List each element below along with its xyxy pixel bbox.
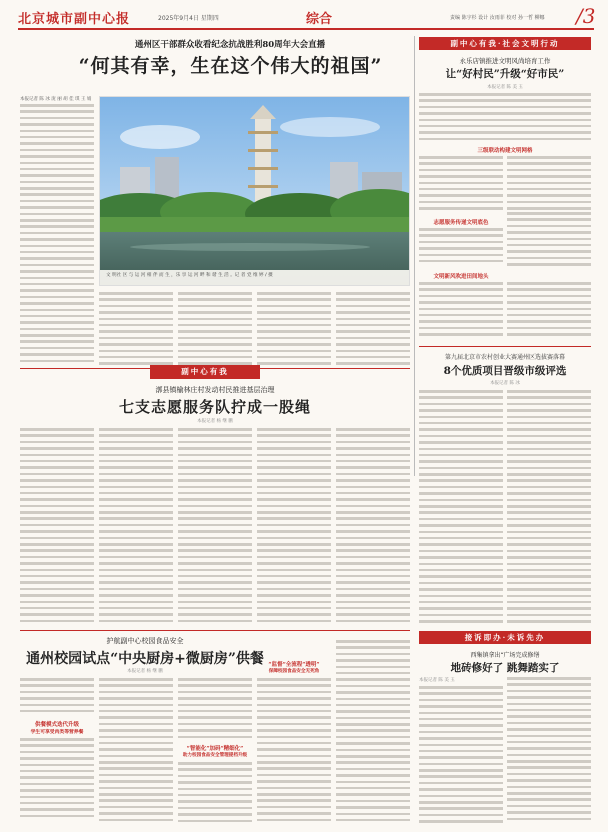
canteen-top-rule xyxy=(20,630,410,631)
lead-body-col4 xyxy=(257,292,331,368)
section-band-civility: 副中心有我·社会文明行动 xyxy=(419,37,591,50)
canteen-subhead-6: 助力校园食品安全管理提档升级 xyxy=(182,753,248,758)
masthead xyxy=(18,6,594,30)
right-body-a xyxy=(419,93,591,143)
canteen-body-2 xyxy=(99,678,173,826)
award-byline: 本报记者 陈 冰 xyxy=(490,381,520,386)
right-subhead-3: 文明新风吹进田间地头 xyxy=(433,274,489,280)
issue-date: 2025年9月4日 星期四 xyxy=(158,15,219,22)
canteen-body-1b xyxy=(20,738,94,826)
canteen-body-3b xyxy=(178,762,252,826)
canteen-headline: 通州校园试点“中央厨房+微厨房”供餐 xyxy=(26,651,264,667)
right-body-d2 xyxy=(507,282,591,342)
canteen-body-1a xyxy=(20,678,94,718)
right-byline: 本报记者 陈 美 玉 xyxy=(487,85,523,90)
park-scene-image xyxy=(100,97,410,286)
canteen-subhead-5: “智能化”加码“精细化” xyxy=(186,746,244,752)
mid-body-4 xyxy=(257,428,331,624)
lead-photo xyxy=(99,96,410,286)
right-headline: 让“好村民”升级“好市民” xyxy=(445,68,565,80)
column-divider xyxy=(414,36,415,476)
section-rule xyxy=(419,346,591,347)
brick-body-2 xyxy=(507,677,591,826)
mid-body-2 xyxy=(99,428,173,624)
brick-headline: 地砖修好了 跳舞踏实了 xyxy=(450,662,560,674)
canteen-subhead-2: 学生可享受肉类等营养餐 xyxy=(30,729,84,735)
section-name: 综合 xyxy=(306,12,333,27)
lead-body-col5 xyxy=(336,292,410,368)
canteen-body-4 xyxy=(257,678,331,826)
award-kicker: 第九届北京市农村创业大赛通州区选拔赛落幕 xyxy=(444,354,565,361)
canteen-kicker: 护航副中心校园食品安全 xyxy=(106,637,184,645)
lead-byline: 本报记者 陈 冰 庞 丽 胡 佳 琪 王 娟 xyxy=(20,97,92,102)
lead-body-left xyxy=(20,104,94,366)
right-body-c2 xyxy=(507,212,591,270)
brick-body-1 xyxy=(419,686,503,826)
newspaper-title: 北京城市副中心报 xyxy=(18,12,131,27)
canteen-body-5 xyxy=(336,640,410,826)
canteen-subhead-3: “监督”全流程“透明” xyxy=(268,662,320,668)
mid-kicker: 漷县镇榆林庄村发动村民推进基层治理 xyxy=(155,386,275,394)
award-body-2 xyxy=(507,390,591,626)
mid-byline: 本报记者 杨 继 鹏 xyxy=(197,419,233,424)
editor-credits: 责编 陈宇杉 设计 汝雨菲 校对 孙一哲 柳娜 xyxy=(450,15,545,21)
mid-body-3 xyxy=(178,428,252,624)
lead-body-col2 xyxy=(99,292,173,368)
canteen-body-3a xyxy=(178,678,252,742)
right-body-d1 xyxy=(419,282,503,342)
mid-headline: 七支志愿服务队拧成一股绳 xyxy=(118,398,311,416)
award-body-1 xyxy=(419,390,503,626)
section-band-complaints: 接诉即办·未诉先办 xyxy=(419,631,591,644)
brick-byline: 本报记者 陈 美 玉 xyxy=(419,678,455,683)
mid-body-5 xyxy=(336,428,410,624)
right-body-b2 xyxy=(507,156,591,216)
mid-body-1 xyxy=(20,428,94,624)
canteen-byline: 本报记者 杨 继 鹏 xyxy=(127,669,163,674)
canteen-subhead-4: 保障校园食品安全无死角 xyxy=(268,669,320,674)
canteen-subhead-1: 供餐模式迭代升级 xyxy=(34,722,79,728)
right-body-c1 xyxy=(419,228,503,270)
page-number: /3 xyxy=(576,4,596,28)
photo-caption: 文 明社 区 与 运 河 相 伴 而 生 ，乐 享 运 河 畔 和 谐 生 活 。记 者 党 维 婷 / 摄 xyxy=(106,273,273,278)
brick-kicker: 西集镇拿出“广场完成修缮 xyxy=(470,652,540,659)
right-body-b1 xyxy=(419,156,503,216)
lead-body-col3 xyxy=(178,292,252,368)
right-subhead-1: 三级联动构建文明网格 xyxy=(477,148,533,154)
award-headline: 8个优质项目晋级市级评选 xyxy=(443,365,567,377)
lead-kicker: 通州区干部群众收看纪念抗战胜利80周年大会直播 xyxy=(134,40,326,50)
right-subhead-2: 志愿服务传递文明底色 xyxy=(433,220,489,226)
section-band-me: 副中心有我 xyxy=(150,365,260,379)
right-kicker: 永乐店镇推进文明风尚培育工作 xyxy=(459,57,551,65)
lead-headline: “何其有幸，生在这个伟大的祖国” xyxy=(78,55,383,77)
